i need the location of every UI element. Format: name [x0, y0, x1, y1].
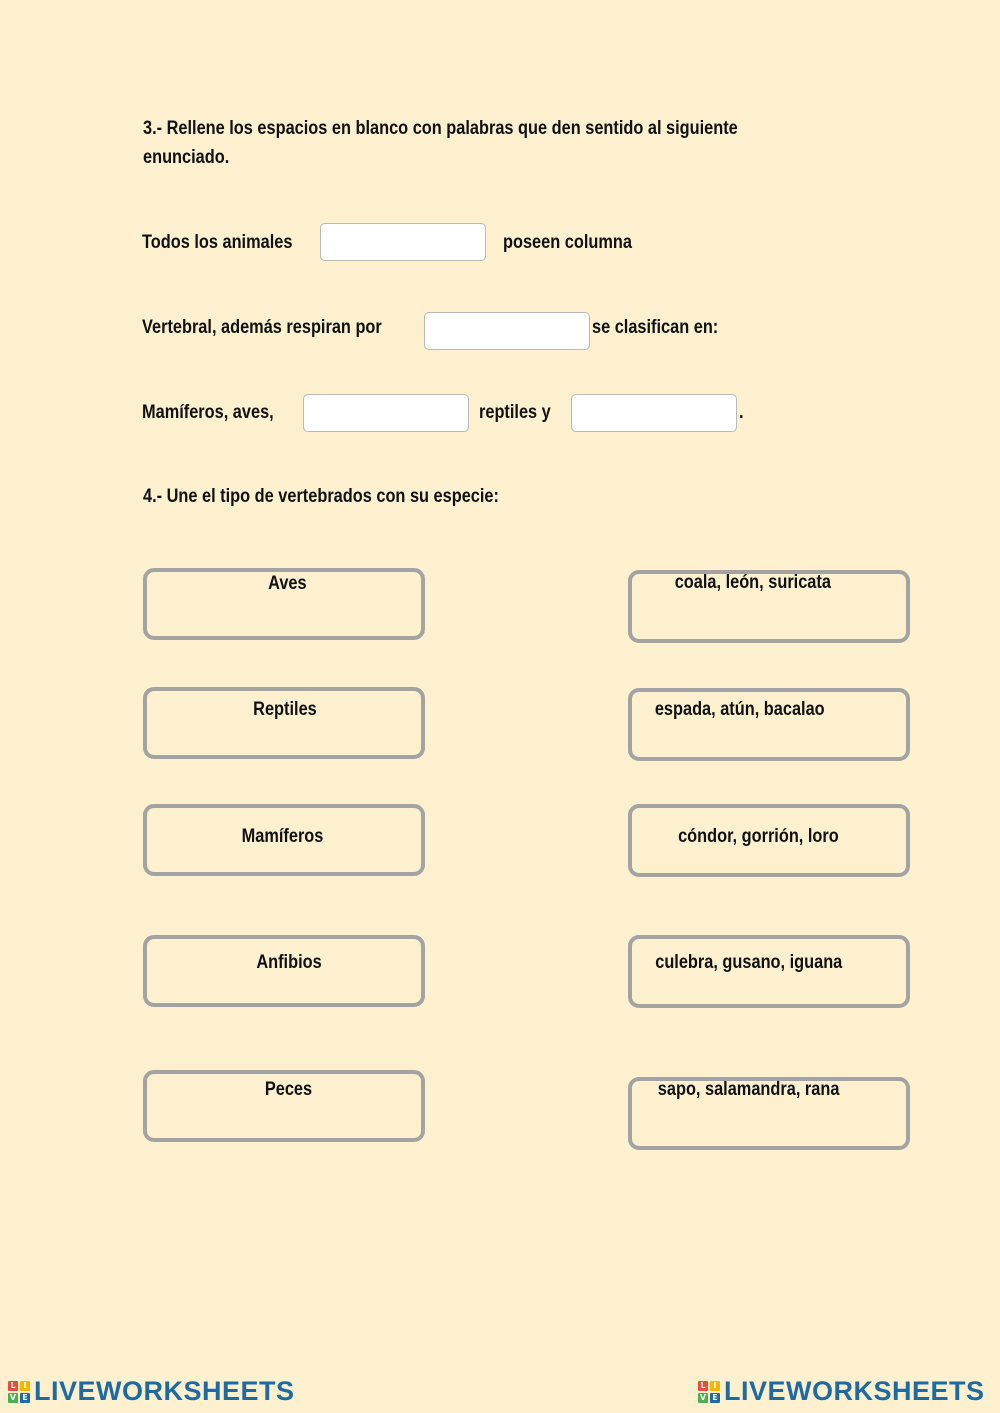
match-right-label: espada, atún, bacalao [654, 699, 825, 720]
blank-input-3[interactable] [303, 394, 469, 432]
match-left-anfibios[interactable] [143, 935, 425, 1007]
match-right-label: sapo, salamandra, rana [657, 1079, 840, 1100]
exercise3-title-line2: enunciado. [143, 147, 230, 168]
match-right-condor-gorrion-loro[interactable] [628, 804, 910, 877]
logo-block-i: I [710, 1381, 720, 1391]
liveworksheets-logo-left [8, 1376, 295, 1407]
match-right-sapo-salamandra-rana[interactable] [628, 1077, 910, 1150]
sentence3-end: . [739, 402, 744, 423]
logo-block-e: E [710, 1393, 720, 1403]
match-left-label: Aves [268, 573, 307, 594]
match-left-mamiferos[interactable] [143, 804, 425, 876]
match-left-label: Reptiles [253, 699, 317, 720]
exercise3-title-line1: 3.- Rellene los espacios en blanco con palabras que den sentido al siguiente [143, 118, 738, 139]
match-right-label: culebra, gusano, iguana [655, 952, 843, 973]
logo-block-v: V [699, 1393, 707, 1402]
logo-blocks-icon [698, 1381, 720, 1403]
exercise4-title: 4.- Une el tipo de vertebrados con su especie: [143, 486, 499, 507]
match-right-label: coala, león, suricata [674, 572, 831, 593]
match-left-label: Anfibios [256, 952, 322, 973]
sentence3-middle: reptiles y [479, 402, 551, 423]
match-right-coala-leon-suricata[interactable] [628, 570, 910, 643]
liveworksheets-logo-right [698, 1376, 985, 1407]
match-left-reptiles[interactable] [143, 687, 425, 759]
blank-input-4[interactable] [571, 394, 737, 432]
blank-input-2[interactable] [424, 312, 590, 350]
match-left-peces[interactable] [143, 1070, 425, 1142]
match-right-label: cóndor, gorrión, loro [678, 826, 839, 847]
sentence2-before: Vertebral, además respiran por [142, 317, 382, 338]
logo-block-l: L [698, 1381, 708, 1391]
sentence2-after: se clasifican en: [592, 317, 719, 338]
match-right-culebra-gusano-iguana[interactable] [628, 935, 910, 1008]
logo-block-e: E [20, 1393, 30, 1403]
sentence1-before: Todos los animales [142, 232, 293, 253]
match-left-label: Peces [264, 1079, 313, 1100]
match-right-espada-atun-bacalao[interactable] [628, 688, 910, 761]
sentence3-before: Mamíferos, aves, [142, 402, 274, 423]
logo-text: LIVEWORKSHEETS [724, 1376, 985, 1406]
logo-block-l: L [8, 1381, 18, 1391]
logo-text: LIVEWORKSHEETS [34, 1376, 295, 1406]
sentence1-after: poseen columna [503, 232, 632, 253]
logo-block-v: V [9, 1393, 17, 1402]
logo-blocks-icon [8, 1381, 30, 1403]
logo-block-i: I [20, 1381, 30, 1391]
match-left-aves[interactable] [143, 568, 425, 640]
match-left-label: Mamíferos [241, 826, 324, 847]
blank-input-1[interactable] [320, 223, 486, 261]
